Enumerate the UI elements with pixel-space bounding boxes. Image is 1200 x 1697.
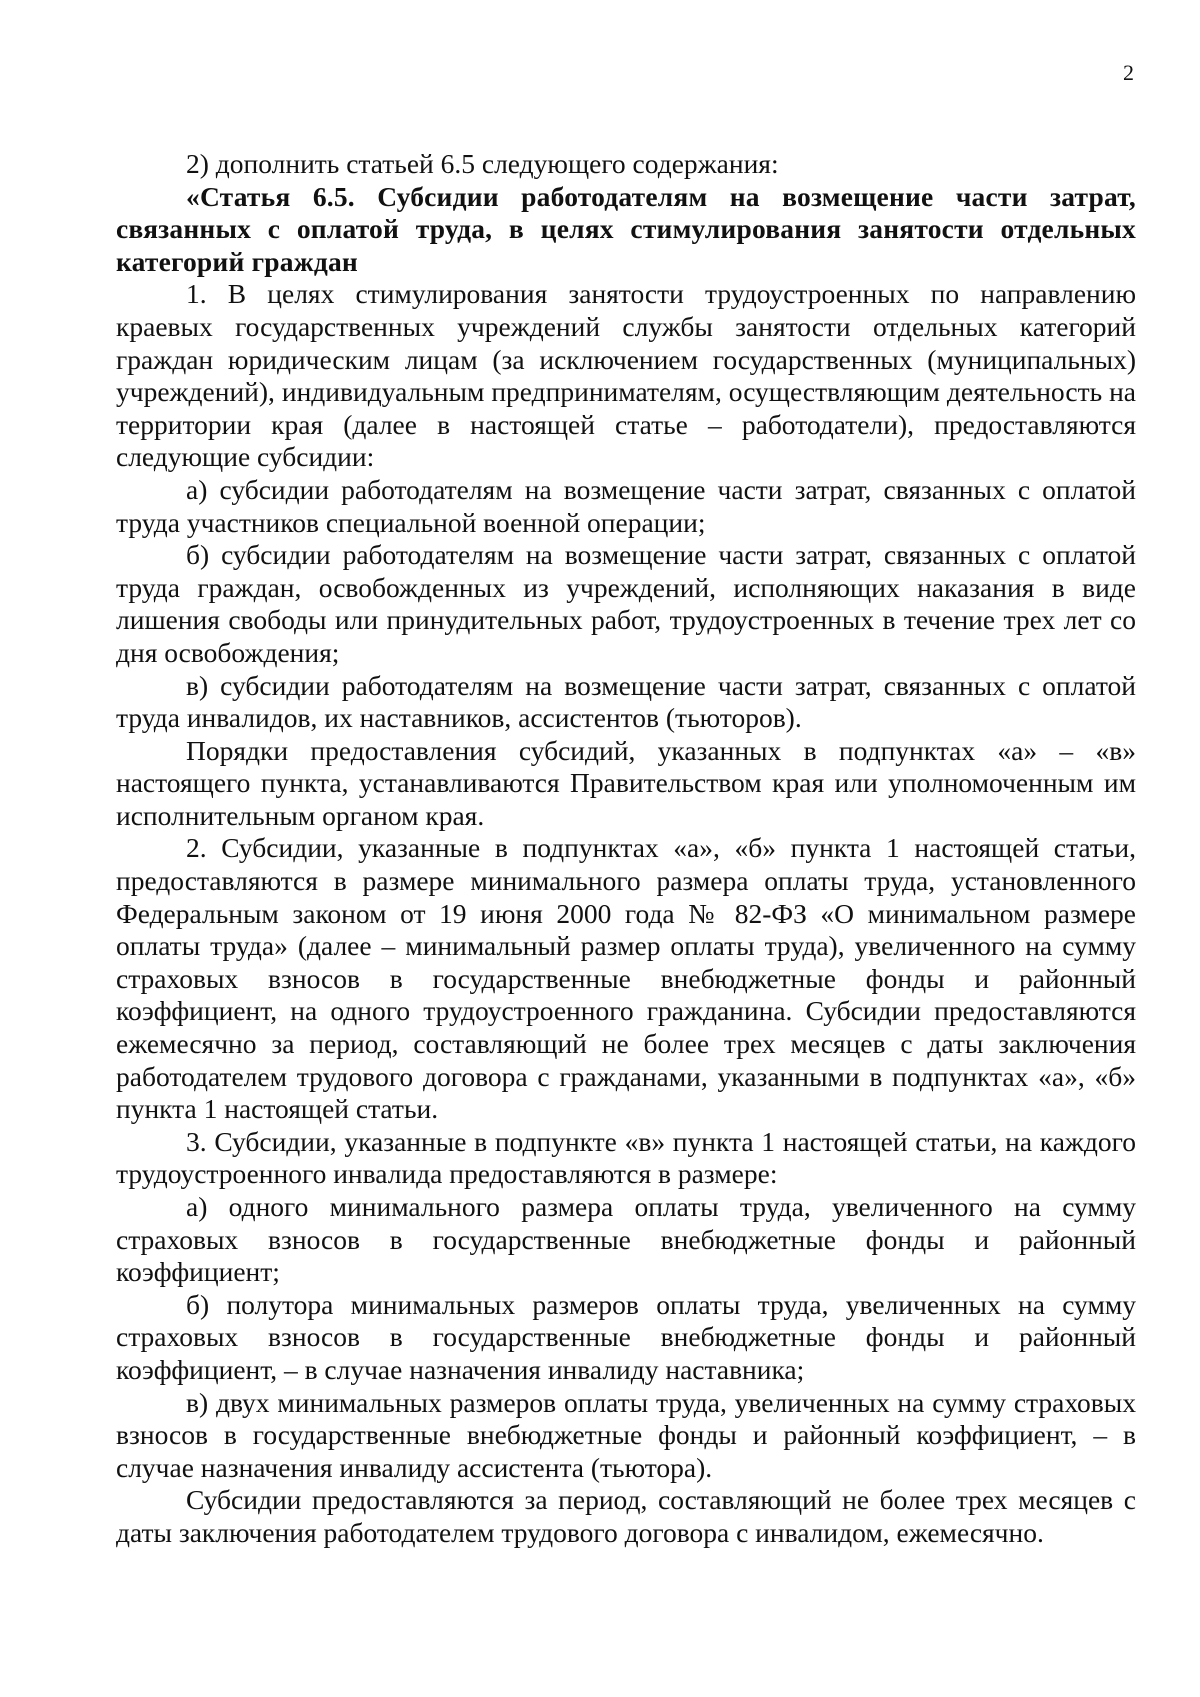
clause-3: 3. Субсидии, указанные в подпункте «в» пункта 1 настоящей статьи, на каждого трудоустроенного инвалида предоставляются в размере: [116, 1125, 1136, 1190]
clause-3-subitem-v: в) двух минимальных размеров оплаты труда, увеличенных на сумму страховых взносов в государственные внебюджетные фонды и районный коэффициент, – в случае назначения инвалиду ассистента (тьютора). [116, 1386, 1136, 1483]
document-body [116, 148, 1136, 1550]
amendment-intro: 2) дополнить статьей 6.5 следующего содержания: [186, 148, 779, 179]
clause-1: 1. В целях стимулирования занятости трудоустроенных по направлению краевых государственных учреждений службы занятости отдельных категорий граждан юридическим лицам (за исключением государственных (муниципальных) учреждений), индивидуальным предпринимателям, осуществляющим деятельность на территории края (далее в настоящей статье – работодатели), предоставляются следующие субсидии: [116, 278, 1136, 473]
clause-3-subitem-b: б) полутора минимальных размеров оплаты труда, увеличенных на сумму страховых взносов в государственные внебюджетные фонды и районный коэффициент, – в случае назначения инвалиду наставника; [116, 1288, 1136, 1385]
clause-3-subitem-a: а) одного минимального размера оплаты труда, увеличенного на сумму страховых взносов в государственные внебюджетные фонды и районный коэффициент; [116, 1191, 1136, 1288]
clause-1-subitem-a: а) субсидии работодателям на возмещение части затрат, связанных с оплатой труда участников специальной военной операции; [116, 473, 1136, 538]
clause-1-subitem-v: в) субсидии работодателям на возмещение части затрат, связанных с оплатой труда инвалидов, их наставников, ассистентов (тьюторов). [116, 669, 1136, 734]
page-number: 2 [1123, 60, 1134, 85]
clause-3-period: Субсидии предоставляются за период, составляющий не более трех месяцев с даты заключения работодателем трудового договора с инвалидом, ежемесячно. [116, 1484, 1136, 1548]
clause-2: 2. Субсидии, указанные в подпунктах «а», «б» пункта 1 настоящей статьи, предоставляются в размере минимального размера оплаты труда, установленного Федеральным законом от 19 июня 2000 года № 82-ФЗ «О минимальном размере оплаты труда» (далее – минимальный размер оплаты труда), увеличенного на сумму страховых взносов в государственные внебюджетные фонды и районный коэффициент, на одного трудоустроенного гражданина. Субсидии предоставляются ежемесячно за период, составляющий не более трех месяцев с даты заключения работодателем трудового договора с гражданами, указанными в подпунктах «а», «б» пункта 1 настоящей статьи. [116, 832, 1136, 1125]
clause-1-subitem-b: б) субсидии работодателям на возмещение части затрат, связанных с оплатой труда граждан, освобожденных из учреждений, исполняющих наказания в виде лишения свободы или принудительных работ, трудоустроенных в течение трех лет со дня освобождения; [116, 539, 1136, 668]
clause-1-procedure: Порядки предоставления субсидий, указанных в подпунктах «а» – «в» настоящего пункта, устанавливаются Правительством края или уполномоченным им исполнительным органом края. [116, 734, 1136, 831]
article-heading: «Статья 6.5. Субсидии работодателям на возмещение части затрат, связанных с оплатой труда, в целях стимулирования занятости отдельных категорий граждан [116, 180, 1136, 277]
